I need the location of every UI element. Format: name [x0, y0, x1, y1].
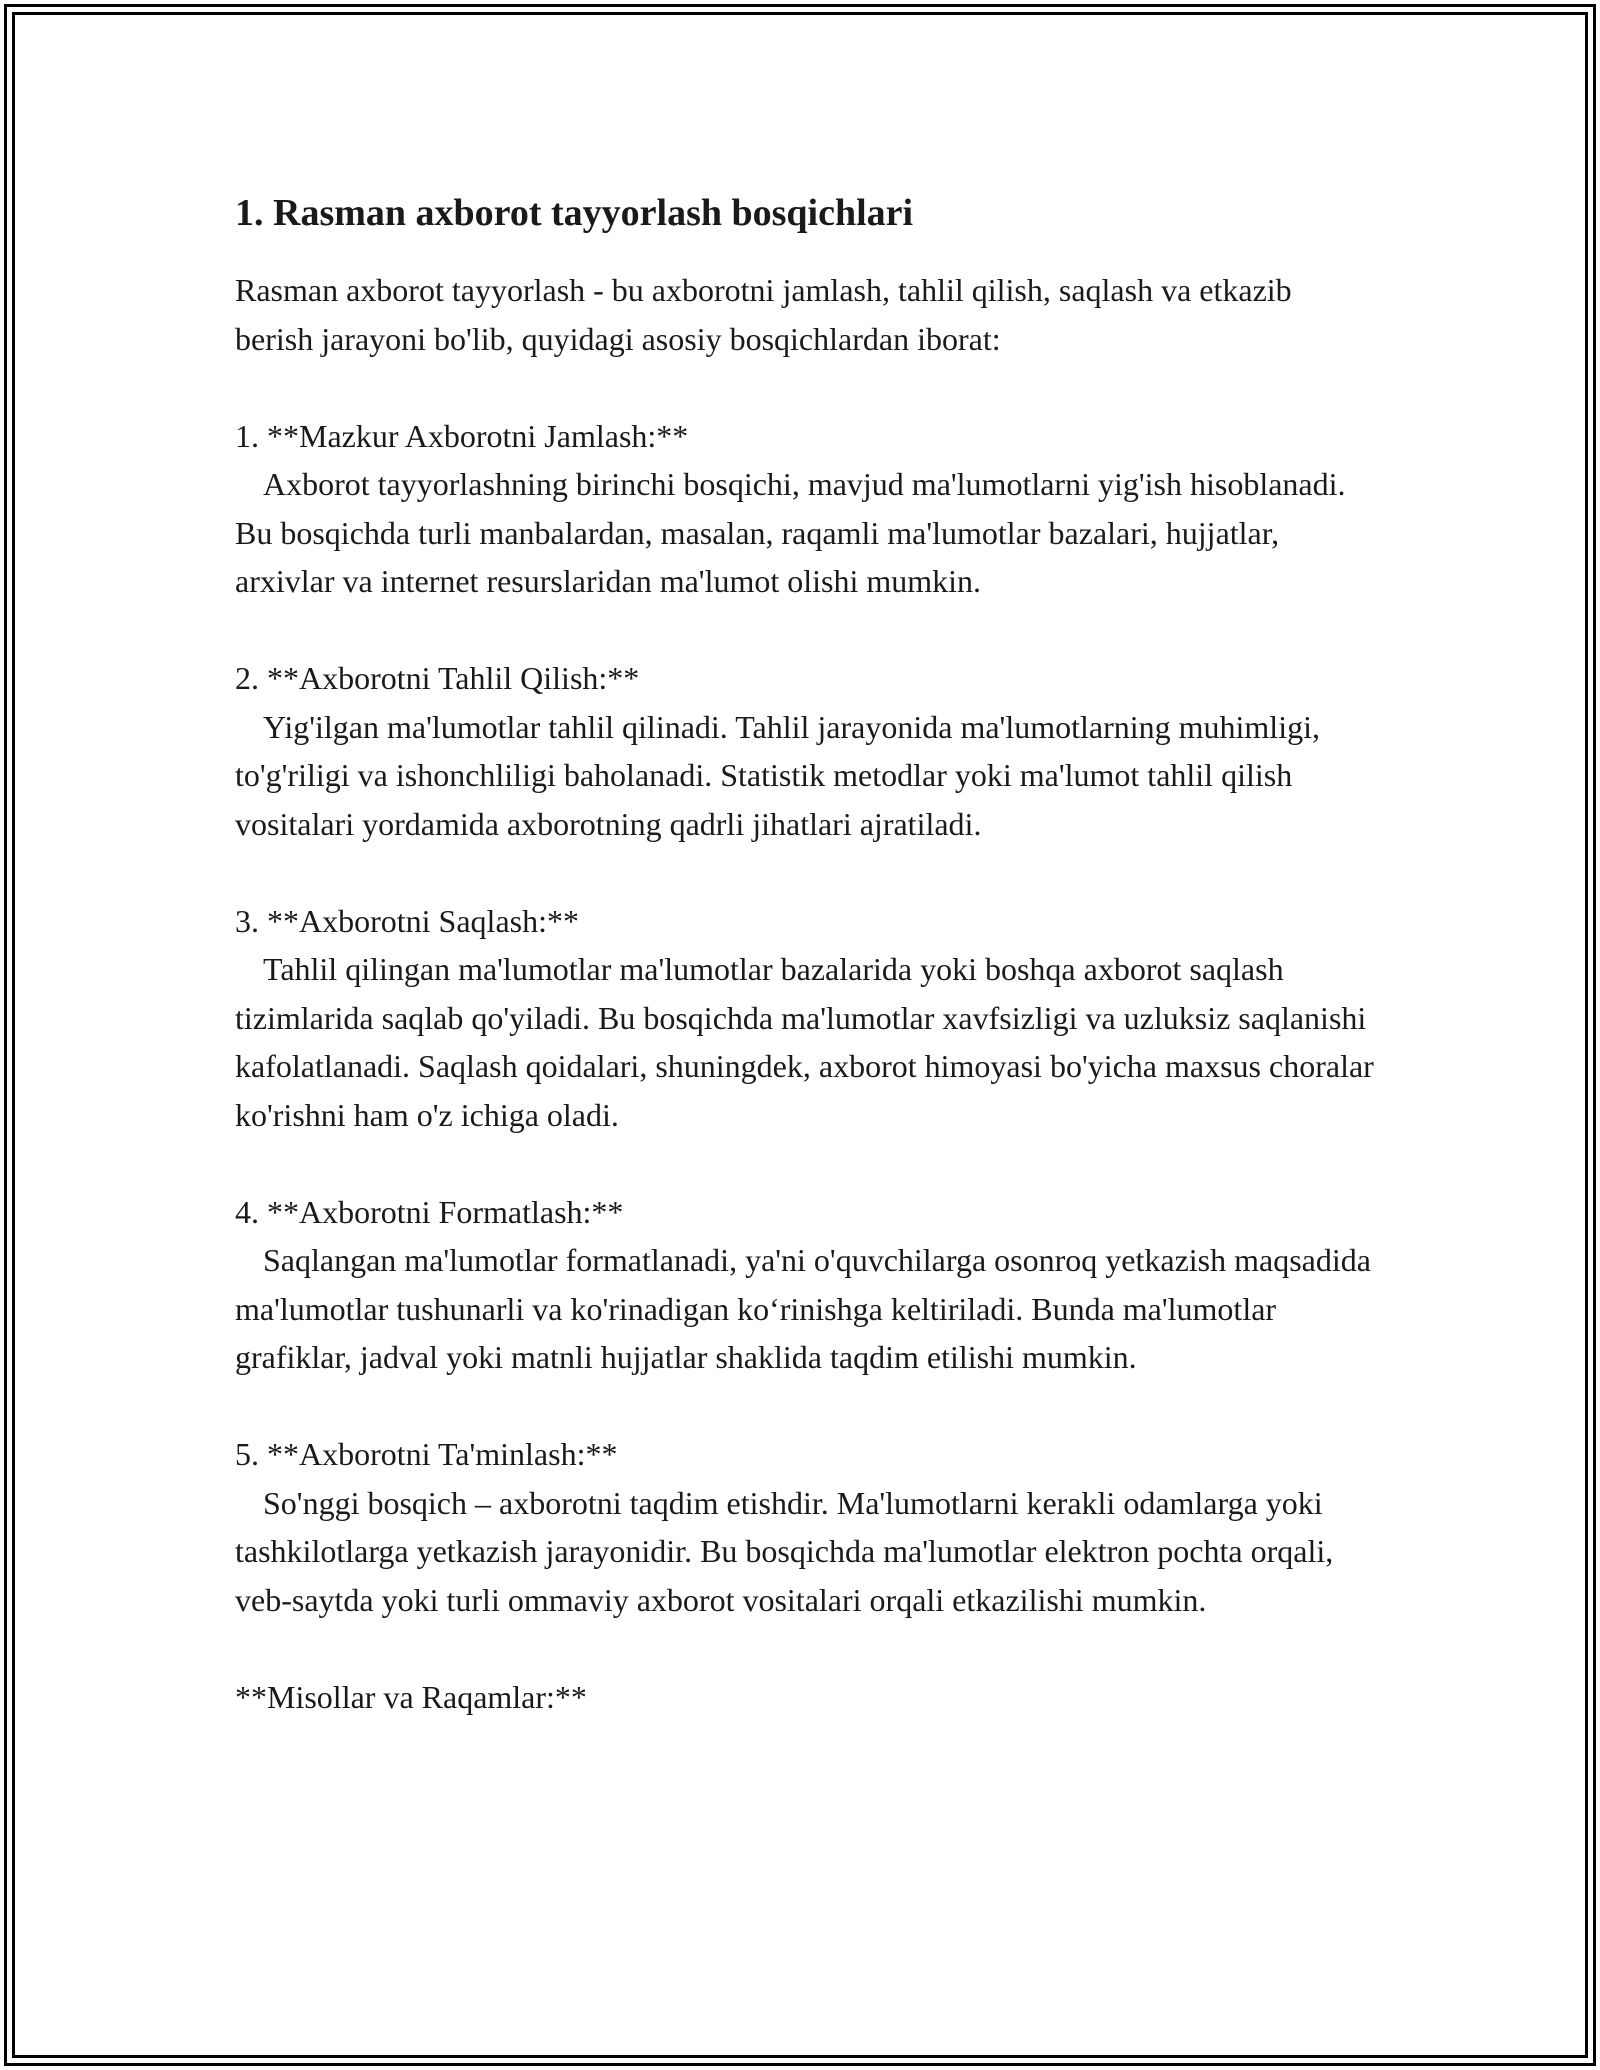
- section-body: Tahlil qilingan ma'lumotlar ma'lumotlar bazalarida yoki boshqa axborot saqlash tizimlarida saqlab qo'yiladi. Bu bosqichda ma'lumotlar xavfsizligi va uzluksiz saqlanishi kafolatlanadi. Saqlash qoidalari, shuningdek, axborot himoyasi bo'yicha maxsus choralar ko'rishni ham o'z ichiga oladi.: [235, 951, 1374, 1133]
- section-title: 1. **Mazkur Axborotni Jamlash:**: [235, 417, 689, 454]
- section-5: [235, 1430, 1375, 1624]
- section-1: [235, 412, 1375, 606]
- section-4: [235, 1188, 1375, 1382]
- section-body: Saqlangan ma'lumotlar formatlanadi, ya'ni o'quvchilarga osonroq yetkazish maqsadida ma'lumotlar tushunarli va ko'rinadigan ko‘rinishga keltiriladi. Bunda ma'lumotlar grafiklar, jadval yoki matnli hujjatlar shaklida taqdim etilishi mumkin.: [235, 1242, 1371, 1375]
- document-heading: 1. Rasman axborot tayyorlash bosqichlari: [235, 192, 914, 234]
- section-title: 5. **Axborotni Ta'minlash:**: [235, 1436, 618, 1472]
- closing-heading: **Misollar va Raqamlar:**: [235, 1678, 587, 1715]
- section-title: 2. **Axborotni Tahlil Qilish:**: [235, 660, 640, 696]
- section-title: 3. **Axborotni Saqlash:**: [235, 902, 579, 939]
- section-body: Yig'ilgan ma'lumotlar tahlil qilinadi. Tahlil jarayonida ma'lumotlarning muhimligi, to'g'riligi va ishonchliligi baholanadi. Statistik metodlar yoki ma'lumot tahlil qilish vositalari yordamida axborotning qadrli jihatlari ajratiladi.: [235, 708, 1320, 842]
- intro-paragraph: Rasman axborot tayyorlash - bu axborotni jamlash, tahlil qilish, saqlash va etkazib berish jarayoni bo'lib, quyidagi asosiy bosqichlardan iborat:: [235, 272, 1292, 357]
- document-body: [235, 186, 1375, 1753]
- section-2: [235, 654, 1375, 848]
- section-3: [235, 897, 1375, 1140]
- section-body: Axborot tayyorlashning birinchi bosqichi, mavjud ma'lumotlarni yig'ish hisoblanadi. Bu bosqichda turli manbalardan, masalan, raqamli ma'lumotlar bazalari, hujjatlar, arxivlar va internet resurslaridan ma'lumot olishi mumkin.: [235, 466, 1346, 599]
- section-title: 4. **Axborotni Formatlash:**: [235, 1193, 624, 1230]
- section-body: So'nggi bosqich – axborotni taqdim etishdir. Ma'lumotlarni kerakli odamlarga yoki tashkilotlarga yetkazish jarayonidir. Bu bosqichda ma'lumotlar elektron pochta orqali, veb-saytda yoki turli ommaviy axborot vositalari orqali etkazilishi mumkin.: [235, 1484, 1334, 1618]
